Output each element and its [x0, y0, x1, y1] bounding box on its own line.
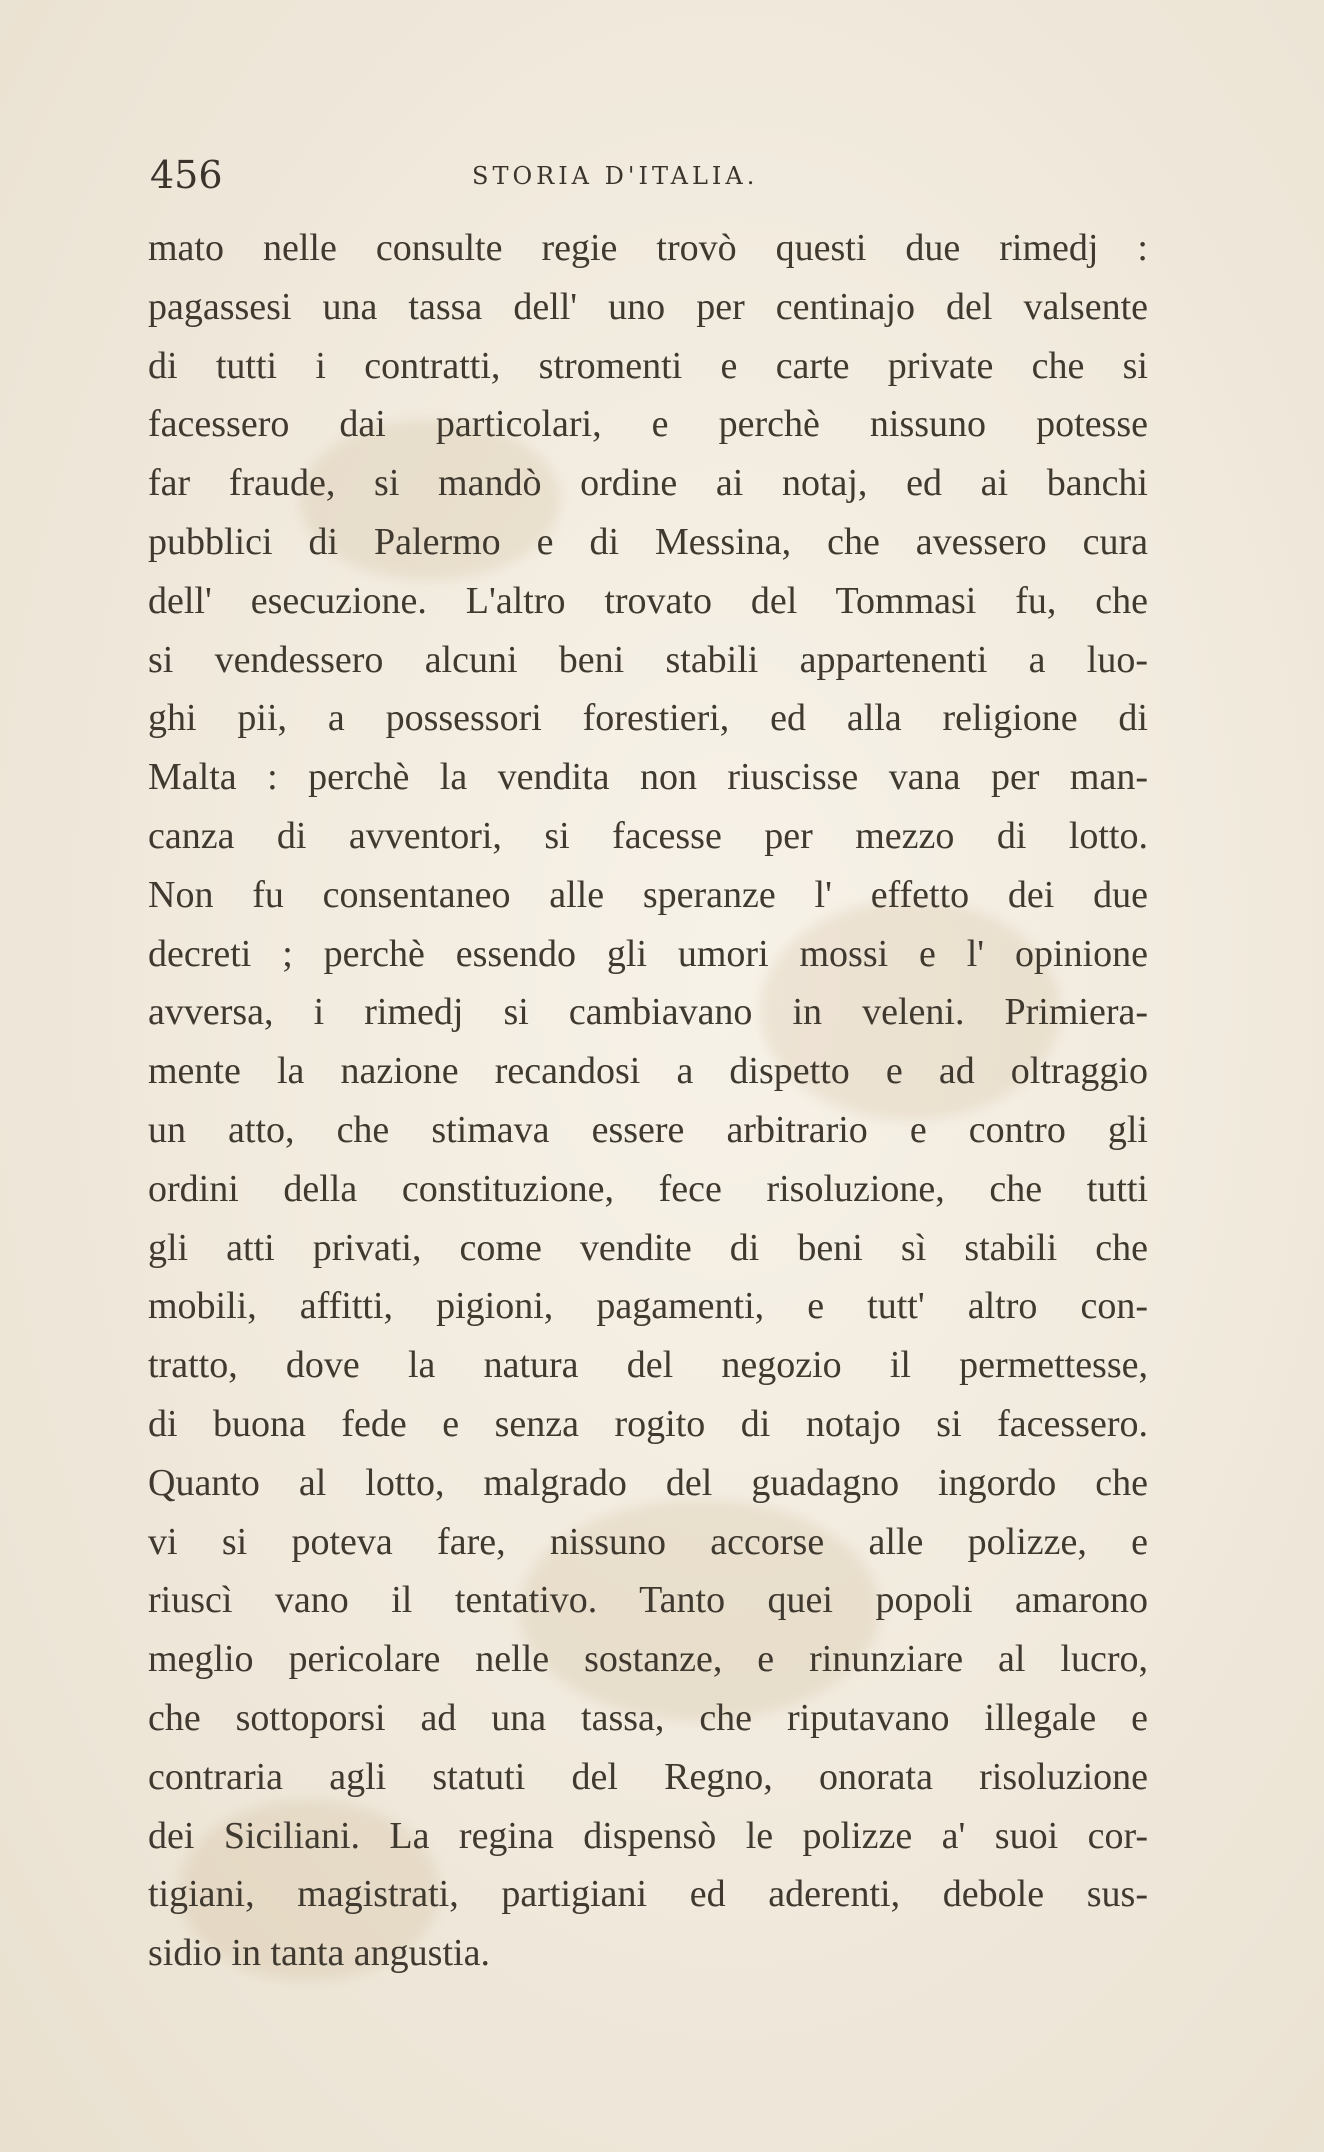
text-line: far fraude, si mandò ordine ai notaj, ed ai banchi: [148, 462, 1148, 505]
text-line: avversa, i rimedj si cambiavano in veleni. Primiera-: [148, 991, 1148, 1034]
text-line: di buona fede e senza rogito di notajo si facessero.: [148, 1402, 1148, 1445]
text-line: contraria agli statuti del Regno, onorata risoluzione: [148, 1755, 1148, 1798]
text-line: Non fu consentaneo alle speranze l' effetto dei due: [148, 873, 1148, 916]
text-line: di tutti i contratti, stromenti e carte private che si: [148, 344, 1148, 387]
page-number: 456: [150, 153, 223, 197]
body-text: [148, 219, 1148, 1983]
text-line: dell' esecuzione. L'altro trovato del Tommasi fu, che: [148, 579, 1148, 622]
running-head: STORIA D'ITALIA.: [472, 162, 759, 190]
text-line: ghi pii, a possessori forestieri, ed alla religione di: [148, 697, 1148, 740]
text-line: meglio pericolare nelle sostanze, e rinunziare al lucro,: [148, 1638, 1148, 1681]
text-line: si vendessero alcuni beni stabili appartenenti a luo-: [148, 638, 1148, 681]
text-line: Malta : perchè la vendita non riuscisse vana per man-: [148, 756, 1148, 799]
text-line: riuscì vano il tentativo. Tanto quei popoli amarono: [148, 1579, 1148, 1622]
text-line: un atto, che stimava essere arbitrario e contro gli: [148, 1108, 1148, 1151]
text-line: pubblici di Palermo e di Messina, che avessero cura: [148, 520, 1148, 563]
text-line: che sottoporsi ad una tassa, che riputavano illegale e: [148, 1696, 1148, 1739]
text-line: tigiani, magistrati, partigiani ed aderenti, debole sus-: [148, 1873, 1148, 1916]
text-line: mente la nazione recandosi a dispetto e ad oltraggio: [148, 1050, 1148, 1093]
text-line: vi si poteva fare, nissuno accorse alle polizze, e: [148, 1520, 1148, 1563]
text-line: facessero dai particolari, e perchè nissuno potesse: [148, 403, 1148, 446]
text-line: gli atti privati, come vendite di beni sì stabili che: [148, 1226, 1148, 1269]
text-line: mato nelle consulte regie trovò questi due rimedj :: [148, 227, 1148, 269]
text-line: pagassesi una tassa dell' uno per centinajo del valsente: [148, 285, 1148, 328]
text-line: decreti ; perchè essendo gli umori mossi e l' opinione: [148, 932, 1148, 975]
page-header: [150, 155, 1150, 195]
text-line: Quanto al lotto, malgrado del guadagno ingordo che: [148, 1461, 1148, 1504]
text-line: dei Siciliani. La regina dispensò le polizze a' suoi cor-: [148, 1814, 1148, 1857]
text-line: mobili, affitti, pigioni, pagamenti, e tutt' altro con-: [148, 1285, 1148, 1328]
text-line: ordini della constituzione, fece risoluzione, che tutti: [148, 1167, 1148, 1210]
text-line: sidio in tanta angustia.: [148, 1932, 490, 1975]
text-line: tratto, dove la natura del negozio il permettesse,: [148, 1344, 1148, 1387]
text-line: canza di avventori, si facesse per mezzo di lotto.: [148, 814, 1148, 857]
